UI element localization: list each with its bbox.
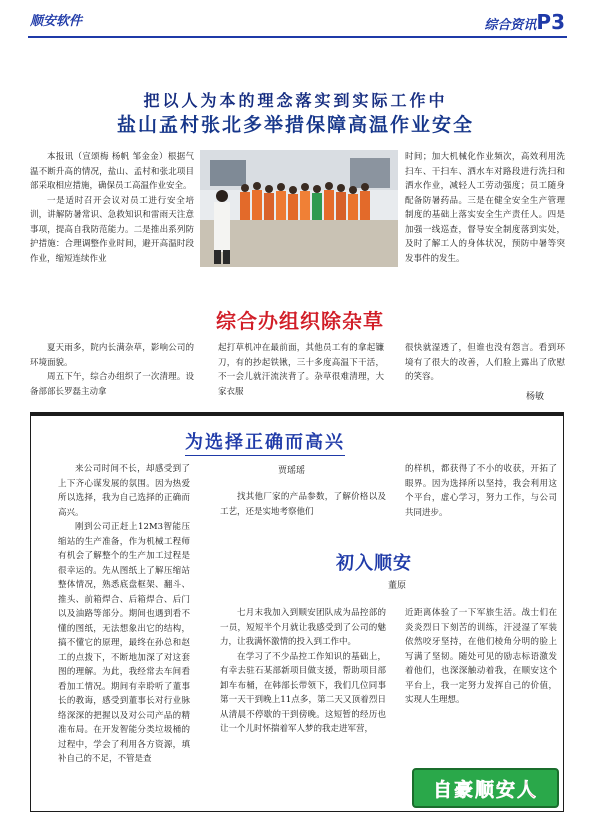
article2-column-1 [30,341,194,399]
page-number: P3 [536,10,565,34]
article3-title-underline [185,455,345,456]
article4-column-3 [405,606,557,708]
article2-para-1: 夏天雨多，院内长满杂草，影响公司的环境面貌。 [30,343,194,368]
workers-meeting-photo [200,150,398,267]
article1-para-1: 本报讯（宣颂梅 杨帆 邹金金）根据气温不断升高的情况，盐山、孟村和张北项目部采取相应措施，确保员工高温作业安全。 [30,152,194,191]
header-rule [28,36,567,38]
article2-column-3 [405,341,565,385]
article3-para-3: 找其他厂家的产品参数，了解价格以及工艺，还是实地考察他们 [220,492,386,517]
article3-para-1: 来公司时间不长，却感受到了上下齐心谋发展的氛围。因为热爱所以选择，我为自己选择的正确而高兴。 [58,464,190,518]
article1-headline-main: 盐山孟村张北多举措保障高温作业安全 [116,114,474,136]
proud-badge [412,768,559,808]
article3-para-2: 刚到公司正赶上12M3智能压缩站的生产准备，作为机械工程师有机会了解整个的生产加工过程是很幸运的。先从图纸上了解压缩站整体情况，熟悉底盘框架、翻斗、推头、前箱焊合、后箱焊合、后门以及油路等部分。期间也遇到看不懂的图纸，无法想象出它的结构，搞不懂它的原理，最终在孙总和赵工的点拨下，不断地加深了对这套图的理解。为此，我经常去车间看看加工情况。期间有幸聆听了董事长的教诲，感受到董事长对行业脉络深深的把握以及对公司产品的精准布局。在开发智能分类垃圾桶的过程中，学会了利用各方资源，填补自己的不足，不管是查 [58,522,190,764]
article1-column-3 [405,150,565,266]
article1-photo [200,150,398,267]
article4-author: 董原 [388,581,407,591]
article3-column-3 [405,462,557,520]
article4-para-2: 在学习了不少品控工作知识的基础上，有幸去驻石某部新项目做支援，帮助项目部卸车布桶，在韩部长带领下，我们几位同事第一天干到晚上11点多，第二天又顶着烈日从清晨不停歇的干到傍晚。这短暂的经历也让一个儿时怀揣着军人梦的我走进军营， [220,651,386,734]
header-section [484,10,565,34]
article4-para-1: 七月末我加入到顺安团队成为品控部的一员，短短半个月就让我感受到了公司的魅力，让我满怀激情的投入到工作中。 [220,608,386,647]
article2-author: 杨敏 [526,392,545,402]
article2-para-4: 很快就湿透了，但谁也没有怨言。看到环境有了很大的改善，人们脸上露出了欣慰的笑容。 [405,343,565,382]
header-brand: 顺安软件 [30,14,83,29]
proud-badge-text: 自豪顺安人 [432,778,538,801]
article3-title [185,428,345,456]
article3-column-1 [58,462,190,767]
article3-para-4: 的样机，都获得了不小的收获，开拓了眼界。因为选择所以坚持，我会利用这个平台，虚心学习，努力工作，与公司共同进步。 [405,464,557,518]
article3-title-text: 为选择正确而高兴 [185,432,345,453]
article4-column-2 [220,606,386,737]
article2-para-2: 周五下午，综合办组织了一次清理。设备部部长罗磊主动拿 [30,372,194,397]
article1-para-3: 时间；加大机械化作业频次，高效利用洗扫车、干扫车、洒水车对路段进行洗扫和洒水作业，减轻人工劳动强度；员工随身配备防暑药品。三是在健全安全生产管理制度的基础上落实安全生产责任人。四是加强一线巡查，督导安全制度落到实处，及时了解工人的身体状况，预防中暑等突发事件的发生。 [405,152,565,264]
article1-headline-top: 把以人为本的理念落实到实际工作中 [143,91,448,110]
article4-title: 初入顺安 [336,553,412,574]
article1-column-1 [30,150,194,266]
article1-para-2: 一是适时召开会议对员工进行安全培训，讲解防暑常识、急救知识和雷雨天注意事项，提高自我防范能力。二是推出系列防护措施：合理调整作业时间，避开高温时段作业，缩短连续作业 [30,195,194,264]
article2-column-2 [218,341,384,399]
article4-para-3: 近距离体验了一下军旅生活。战士们在炎炎烈日下刻苦的训练，汗浸湿了军装依然咬牙坚持，在他们棱角分明的脸上写满了坚韧。随处可见的励志标语激发着他们，也深深触动着我，在顺安这个平台上，我一定努力发挥自己的价值，实现人生理想。 [405,608,557,705]
header-section-title: 综合资讯 [484,18,537,33]
article3-author: 贾瑶瑶 [278,466,306,476]
article2-para-3: 起打草机冲在最前面，其他员工有的拿起镰刀，有的抄起铁锹，三十多度高温下干活，不一会儿就汗流浃背了。杂草很难清理，大家衣服 [218,343,384,397]
article2-title: 综合办组织除杂草 [216,309,384,333]
article3-column-2 [220,490,386,519]
